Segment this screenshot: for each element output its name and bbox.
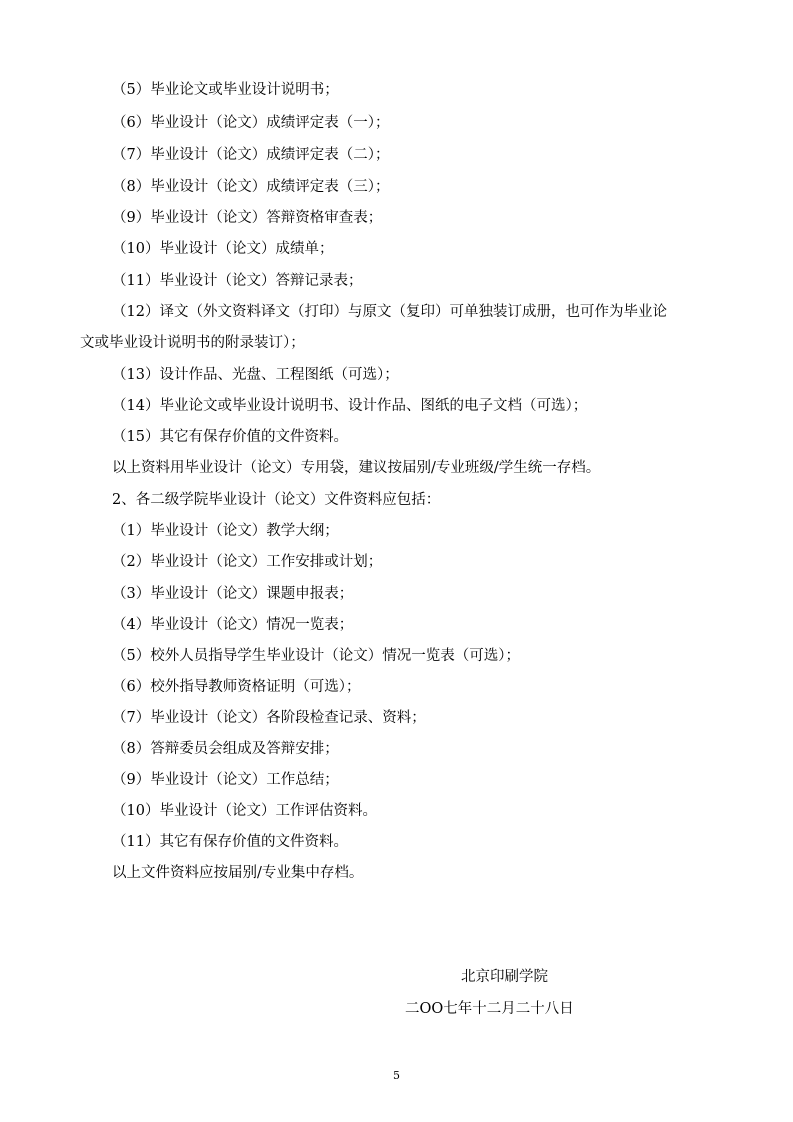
list-item-9: （9）毕业设计（论文）答辩资格审查表；	[112, 210, 383, 226]
list-item-b4: （4）毕业设计（论文）情况一览表；	[112, 617, 354, 633]
section-heading-2: 2、各二级学院毕业设计（论文）文件资料应包括：	[112, 492, 441, 508]
list-item-7: （7）毕业设计（论文）成绩评定表（二）；	[112, 147, 390, 163]
list-item-b11: （11）其它有保存价值的文件资料。	[112, 834, 348, 850]
list-item-8: （8）毕业设计（论文）成绩评定表（三）；	[112, 179, 390, 195]
list-item-5: （5）毕业论文或毕业设计说明书；	[112, 82, 339, 98]
list-item-6: （6）毕业设计（论文）成绩评定表（一）；	[112, 115, 390, 131]
list-item-b1: （1）毕业设计（论文）教学大纲；	[112, 523, 339, 539]
signature-date: 二OO七年十二月二十八日	[405, 1001, 574, 1017]
page-number: 5	[393, 1069, 400, 1082]
list-item-b3: （3）毕业设计（论文）课题申报表；	[112, 586, 354, 602]
list-item-b7: （7）毕业设计（论文）各阶段检查记录、资料；	[112, 710, 426, 726]
list-item-12: （12）译文（外文资料译文（打印）与原文（复印）可单独装订成册，也可作为毕业论	[112, 304, 667, 320]
signature-institution: 北京印刷学院	[461, 969, 548, 985]
list-item-12-continuation: 文或毕业设计说明书的附录装订）；	[80, 335, 305, 351]
paragraph-archive-note: 以上文件资料应按届别/专业集中存档。	[112, 865, 364, 881]
list-item-14: （14）毕业论文或毕业设计说明书、设计作品、图纸的电子文档（可选）；	[112, 398, 588, 414]
list-item-b9: （9）毕业设计（论文）工作总结；	[112, 772, 339, 788]
list-item-b10: （10）毕业设计（论文）工作评估资料。	[112, 803, 377, 819]
list-item-b6: （6）校外指导教师资格证明（可选）；	[112, 679, 361, 695]
list-item-10: （10）毕业设计（论文）成绩单；	[112, 241, 334, 257]
list-item-13: （13）设计作品、光盘、工程图纸（可选）；	[112, 367, 399, 383]
paragraph-storage-note: 以上资料用毕业设计（论文）专用袋，建议按届别/专业班级/学生统一存档。	[112, 460, 601, 476]
list-item-b5: （5）校外人员指导学生毕业设计（论文）情况一览表（可选）；	[112, 648, 520, 664]
list-item-11: （11）毕业设计（论文）答辩记录表；	[112, 273, 363, 289]
list-item-b8: （8）答辩委员会组成及答辩安排；	[112, 741, 339, 757]
list-item-15: （15）其它有保存价值的文件资料。	[112, 429, 348, 445]
list-item-b2: （2）毕业设计（论文）工作安排或计划；	[112, 554, 383, 570]
